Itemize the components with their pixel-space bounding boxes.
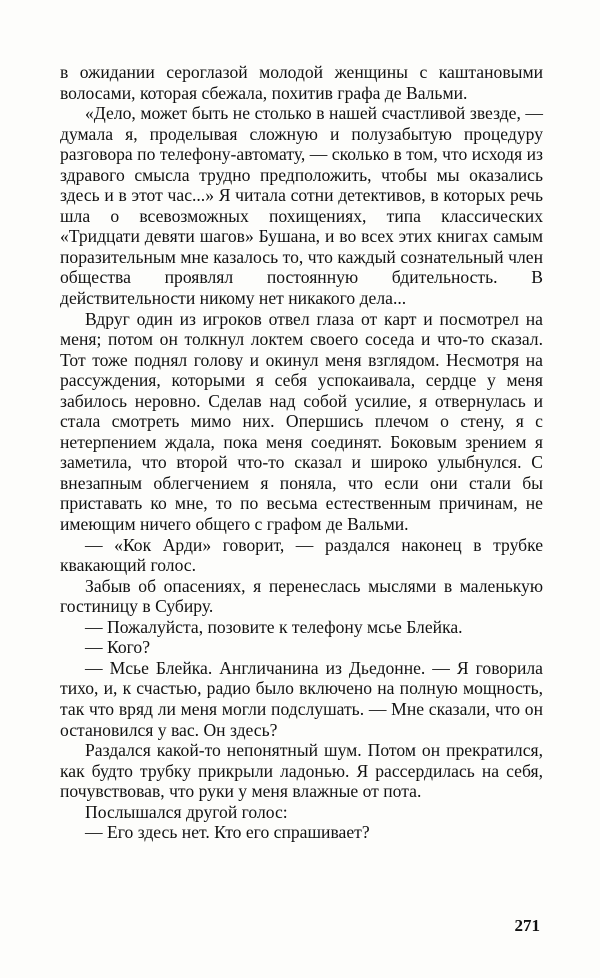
page-number: 271 [514,916,540,935]
paragraph: — Его здесь нет. Кто его спрашивает? [85,822,370,843]
paragraph: — Пожалуйста, позовите к телефону мсье Блейка. [85,616,463,637]
paragraph: Забыв об опасениях, я перенеслась мыслями в маленькую гостиницу в Субиру. [60,575,543,617]
body-text [60,62,543,843]
paragraph: Вдруг один из игроков отвел глаза от карт и посмотрел на меня; потом он толкнул локтем своего соседа и что-то сказал. Тот тоже поднял голову и окинул меня взглядом. Несмотря на рассуждения, которыми я себя успокаивала, сердце у меня забилось неровно. Сделав над собой усилие, я отвернулась и стала смотреть мимо них. Опершись плечом о стену, я с нетерпением ждала, пока меня соединят. Боковым зрением я заметила, что второй что-то сказал и широко улыбнулся. С внезапным облегчением я поняла, что если они стали бы приставать ко мне, то по весьма естественным причинам, не имеющим ничего общего с графом де Вальми. [60,308,543,535]
paragraph: в ожидании сероглазой молодой женщины с каштановыми волосами, которая сбежала, похитив графа де Вальми. [60,62,543,103]
paragraph: Послышался другой голос: [85,801,288,822]
paragraph: — «Кок Арди» говорит, — раздался наконец в трубке квакающий голос. [60,534,543,576]
paragraph: «Дело, может быть не столько в нашей счастливой звезде, — думала я, проделывая сложную и полузабытую процедуру разговора по телефону-автомату, — сколько в том, что исходя из здравого смысла трудно предположить, чтобы мы оказались здесь и в этот час...» Я читала сотни детективов, в которых речь шла о всевозможных похищениях, типа классических «Тридцати девяти шагов» Бушана, и во всех этих книгах самым поразительным мне казалось то, что каждый сознательный член общества проявлял постоянную бдительность. В действительности никому нет никакого дела... [60,103,543,309]
paragraph: Раздался какой-то непонятный шум. Потом он прекратился, как будто трубку прикрыли ладонью. Я рассердилась на себя, почувствовав, что руки у меня влажные от пота. [60,740,543,802]
paragraph: — Мсье Блейка. Англичанина из Дьедонне. — Я говорила тихо, и, к счастью, радио было включено на полную мощность, так что вряд ли меня могли подслушать. — Мне сказали, что он остановился у вас. Он здесь? [60,657,543,740]
paragraph: — Кого? [85,637,151,658]
